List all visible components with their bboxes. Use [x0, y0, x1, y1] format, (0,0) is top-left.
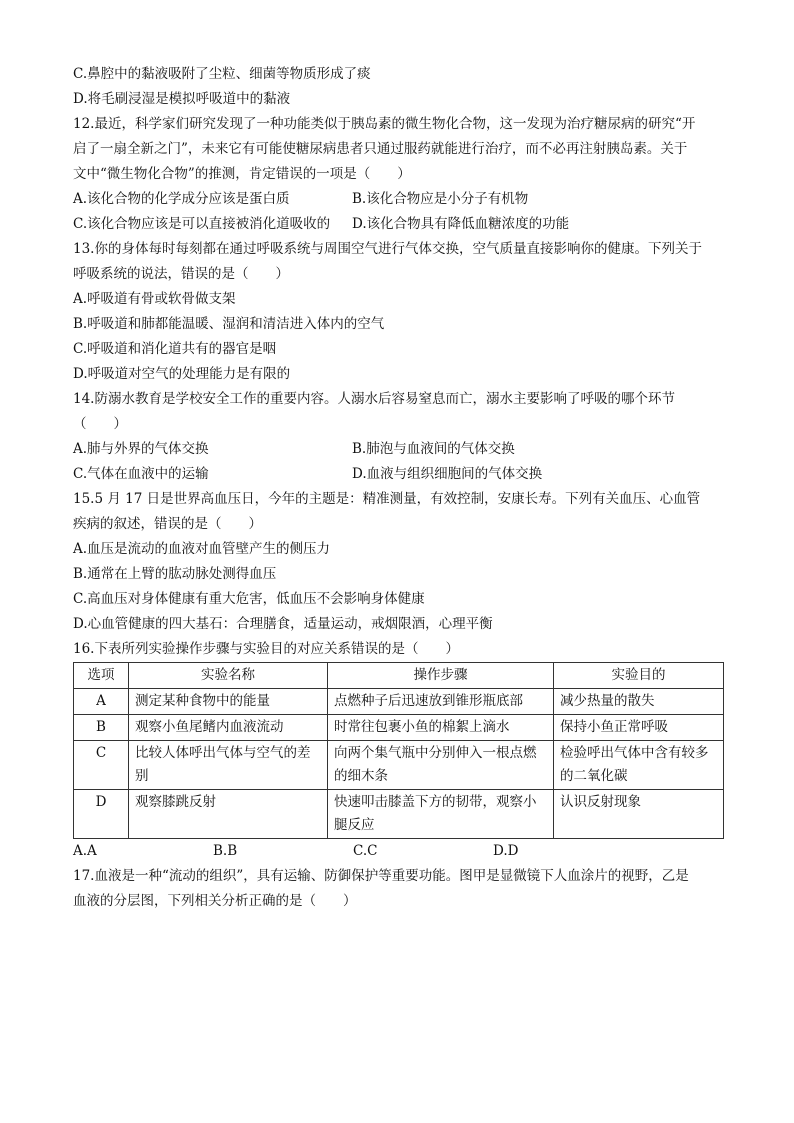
- q16-stem: 16.下表所列实验操作步骤与实验目的对应关系错误的是（ ）: [73, 641, 459, 657]
- q15-option-c: C.高血压对身体健康有重大危害，低血压不会影响身体健康: [73, 591, 425, 607]
- q14-option-a: A.肺与外界的气体交换: [73, 441, 209, 457]
- q12-option-c: C.该化合物应该是可以直接被消化道吸收的: [73, 216, 331, 232]
- q14-options-row: [73, 462, 723, 487]
- q12-option-a: A.该化合物的化学成分应该是蛋白质: [73, 191, 290, 207]
- q14-stem-line: （ ）: [73, 416, 127, 432]
- q15-stem-line: 15.5 月 17 日是世界高血压日，今年的主题是：精准测量，有效控制，安康长寿。下列有关血压、心血管: [73, 491, 701, 507]
- q15-option-d: D.心血管健康的四大基石：合理膳食，适量运动，戒烟限酒，心理平衡: [73, 616, 493, 632]
- q17-stem-line: 17.血液是一种“流动的组织”，具有运输、防御保护等重要功能。图甲是显微镜下人血涂片的视野，乙是: [73, 868, 689, 884]
- table-cell-step: 向两个集气瓶中分别伸入一根点燃的细木条: [328, 741, 554, 790]
- table-cell-option: C: [74, 741, 129, 790]
- q11-option-d: D.将毛刷浸湿是模拟呼吸道中的黏液: [73, 91, 291, 107]
- table-row: [74, 790, 724, 839]
- table-cell-step: 快速叩击膝盖下方的韧带，观察小腿反应: [328, 790, 554, 839]
- table-cell-name: 观察膝跳反射: [129, 790, 328, 839]
- table-header: 操作步骤: [328, 663, 554, 689]
- q14-option-b: B.肺泡与血液间的气体交换: [352, 441, 515, 457]
- q12-options-row: [73, 187, 723, 212]
- table-header-row: [74, 663, 724, 689]
- q12-option-d: D.该化合物具有降低血糖浓度的功能: [352, 216, 570, 232]
- table-cell-step: 点燃种子后迅速放到锥形瓶底部: [328, 689, 554, 715]
- table-header: 实验目的: [554, 663, 724, 689]
- q13-option-a: A.呼吸道有骨或软骨做支架: [73, 291, 236, 307]
- q16-option-d: D.D: [493, 843, 519, 859]
- q16-option-a: A.A: [73, 843, 97, 859]
- q13-option-b: B.呼吸道和肺都能温暖、湿润和清洁进入体内的空气: [73, 316, 385, 332]
- q15-option-a: A.血压是流动的血液对血管壁产生的侧压力: [73, 541, 331, 557]
- q15-stem-line: 疾病的叙述，错误的是（ ）: [73, 516, 262, 532]
- q14-stem-line: 14.防溺水教育是学校安全工作的重要内容。人溺水后容易窒息而亡，溺水主要影响了呼吸的哪个环节: [73, 391, 675, 407]
- q11-option-c: C.鼻腔中的黏液吸附了尘粒、细菌等物质形成了痰: [73, 66, 371, 82]
- q16-option-b: B.B: [213, 843, 238, 859]
- q12-stem-line: 启了一扇全新之门”，未来它有可能使糖尿病患者只通过服药就能进行治疗，而不必再注射胰岛素。关于: [73, 141, 688, 157]
- q13-option-c: C.呼吸道和消化道共有的器官是咽: [73, 341, 277, 357]
- q15-option-b: B.通常在上臂的肱动脉处测得血压: [73, 566, 277, 582]
- q16-answer-options: [73, 839, 723, 864]
- q12-stem-line: 文中“微生物化合物”的推测，肯定错误的一项是（ ）: [73, 166, 411, 182]
- q13-stem-line: 13.你的身体每时每刻都在通过呼吸系统与周围空气进行气体交换，空气质量直接影响你的健康。下列关于: [73, 241, 702, 257]
- q13-option-d: D.呼吸道对空气的处理能力是有限的: [73, 366, 291, 382]
- q12-options-row: [73, 212, 723, 237]
- table-cell-name: 观察小鱼尾鳍内血液流动: [129, 715, 328, 741]
- table-cell-goal: 认识反射现象: [554, 790, 724, 839]
- q14-options-row: [73, 437, 723, 462]
- table-header: 选项: [74, 663, 129, 689]
- table-header: 实验名称: [129, 663, 328, 689]
- q14-option-c: C.气体在血液中的运输: [73, 466, 209, 482]
- table-cell-goal: 检验呼出气体中含有较多的二氧化碳: [554, 741, 724, 790]
- table-cell-step: 时常往包裹小鱼的棉絮上滴水: [328, 715, 554, 741]
- q12-stem-line: 12.最近，科学家们研究发现了一种功能类似于胰岛素的微生物化合物，这一发现为治疗糖尿病的研究“开: [73, 116, 696, 132]
- q12-option-b: B.该化合物应是小分子有机物: [352, 191, 529, 207]
- q16-option-c: C.C: [353, 843, 378, 859]
- experiment-table: [73, 662, 724, 839]
- q14-option-d: D.血液与组织细胞间的气体交换: [352, 466, 543, 482]
- table-row: [74, 689, 724, 715]
- q17-stem-line: 血液的分层图，下列相关分析正确的是（ ）: [73, 893, 357, 909]
- table-cell-goal: 减少热量的散失: [554, 689, 724, 715]
- table-cell-goal: 保持小鱼正常呼吸: [554, 715, 724, 741]
- table-row: [74, 741, 724, 790]
- table-cell-option: B: [74, 715, 129, 741]
- table-cell-name: 比较人体呼出气体与空气的差别: [129, 741, 328, 790]
- table-cell-name: 测定某种食物中的能量: [129, 689, 328, 715]
- table-cell-option: A: [74, 689, 129, 715]
- table-row: [74, 715, 724, 741]
- question-content: [73, 62, 723, 914]
- q13-stem-line: 呼吸系统的说法，错误的是（ ）: [73, 266, 289, 282]
- table-cell-option: D: [74, 790, 129, 839]
